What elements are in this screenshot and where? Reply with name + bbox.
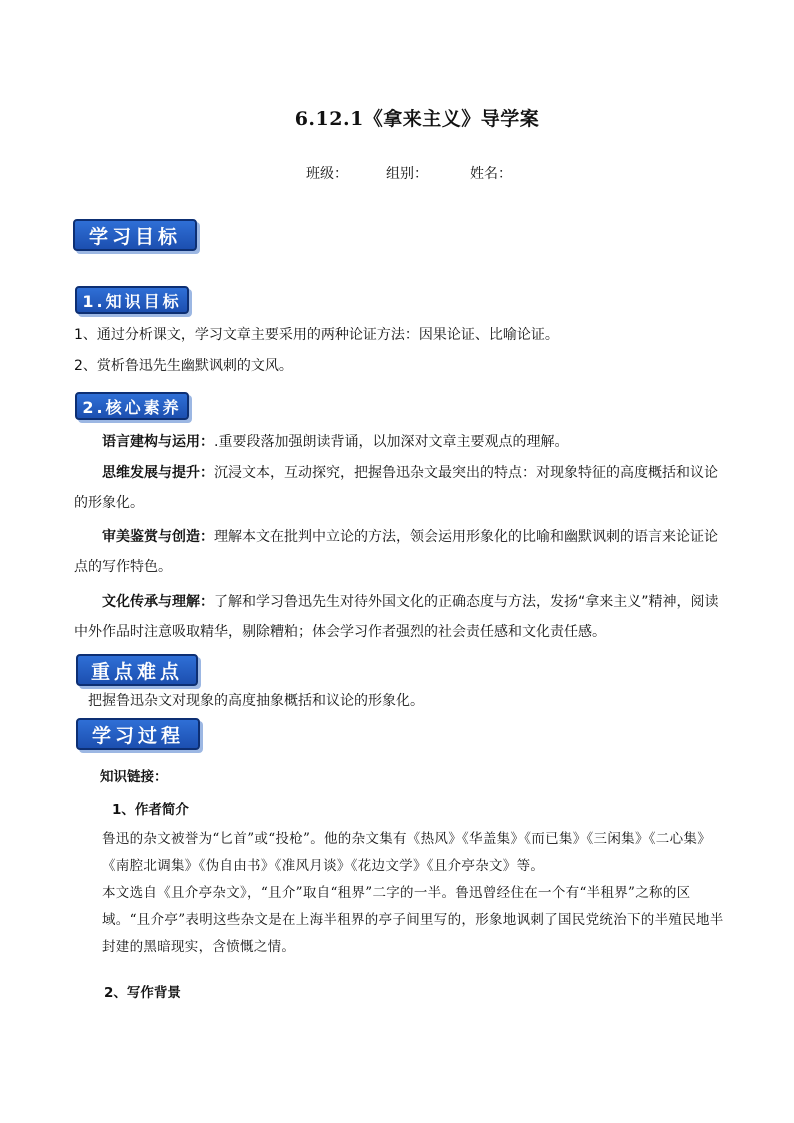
name-label: 姓名： xyxy=(470,166,512,182)
source-text: 本文选自《且介亭杂文》，“且介”取自“租界”二字的一半。鲁迅曾经住在一个有“半租界”之称的区域。“且介亭”表明这些杂文是在上海半租界的亭子间里写的，形象地讽刺了国民党统治下的半殖民地半封建的黑暗现实，含愤慨之情。 xyxy=(102,885,724,955)
knowledge-link-heading: 知识链接： xyxy=(100,769,168,785)
core-literacy-label: 思维发展与提升： xyxy=(102,465,214,481)
core-literacy-item xyxy=(74,587,724,647)
class-label: 班级： xyxy=(306,166,348,182)
core-literacy-text: 了解和学习鲁迅先生对待外国文化的正确态度与方法，发扬“拿来主义”精神，阅读中外作品时注意吸取精华，剔除糟粕；体会学习作者强烈的社会责任感和文化责任感。 xyxy=(74,594,719,640)
key-points-text: 把握鲁迅杂文对现象的高度抽象概括和议论的形象化。 xyxy=(88,693,424,709)
core-literacy-banner: 2.核心素养 xyxy=(75,392,189,420)
learning-process-banner: 学习过程 xyxy=(76,718,200,750)
knowledge-goals-banner: 1.知识目标 xyxy=(75,286,189,314)
knowledge-goal-2: 2、赏析鲁迅先生幽默讽刺的文风。 xyxy=(74,358,293,374)
author-intro-text: 鲁迅的杂文被誉为“匕首”或“投枪”。他的杂文集有《热风》《华盖集》《而已集》《三闲集》《二心集》《南腔北调集》《伪自由书》《准风月谈》《花边文学》《且介亭杂文》等。 xyxy=(102,831,712,874)
core-literacy-label: 语言建构与运用： xyxy=(102,434,214,450)
student-info-line xyxy=(306,163,512,183)
writing-background-heading: 2、写作背景 xyxy=(104,985,181,1001)
author-intro-heading: 1、作者简介 xyxy=(112,802,189,818)
core-literacy-text: 理解本文在批判中立论的方法，领会运用形象化的比喻和幽默讽刺的语言来论证论点的写作特色。 xyxy=(74,529,718,575)
group-label: 组别： xyxy=(386,166,428,182)
core-literacy-item xyxy=(74,458,724,518)
core-literacy-label: 审美鉴赏与创造： xyxy=(102,529,214,545)
knowledge-goal-1: 1、通过分析课文，学习文章主要采用的两种论证方法：因果论证、比喻论证。 xyxy=(74,327,559,343)
key-points-banner: 重点难点 xyxy=(76,654,198,686)
page-title: 6.12.1《拿来主义》导学案 xyxy=(294,108,540,130)
core-literacy-text: 沉浸文本，互动探究，把握鲁迅杂文最突出的特点：对现象特征的高度概括和议论的形象化。 xyxy=(74,465,718,511)
core-literacy-label: 文化传承与理解： xyxy=(102,594,214,610)
author-intro-paragraph xyxy=(74,826,724,961)
core-literacy-item xyxy=(74,522,724,582)
core-literacy-item xyxy=(74,427,724,457)
learning-objectives-banner: 学习目标 xyxy=(73,219,197,251)
core-literacy-text: .重要段落加强朗读背诵，以加深对文章主要观点的理解。 xyxy=(214,434,569,450)
